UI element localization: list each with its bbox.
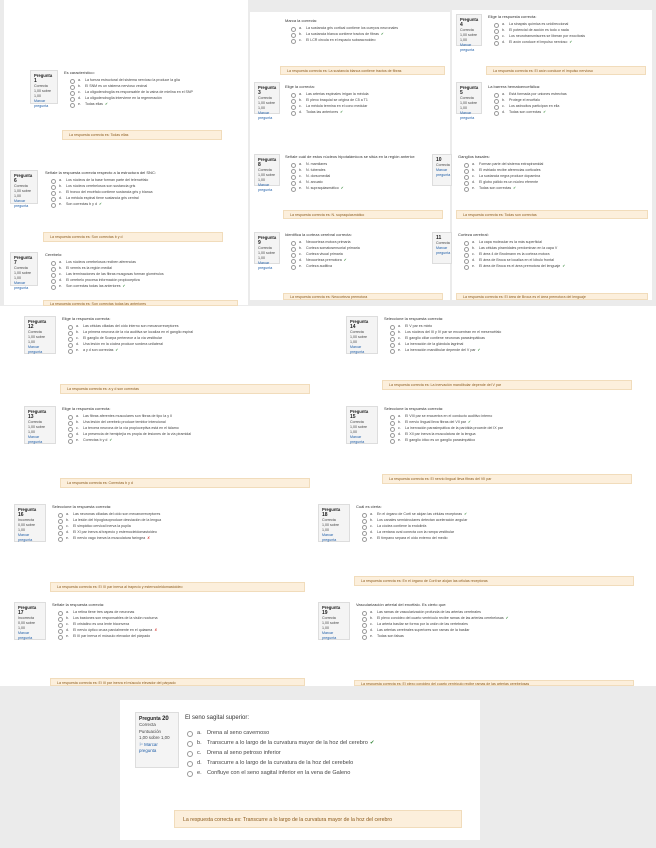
radio-icon <box>494 93 499 98</box>
radio-icon <box>187 771 193 777</box>
radio-icon <box>390 325 395 330</box>
answer-option[interactable]: a. La fuerza estructural del sistema nervioso la produce la glía <box>70 78 239 84</box>
radio-icon <box>70 85 75 90</box>
radio-icon <box>70 91 75 96</box>
radio-icon <box>390 337 395 342</box>
flag-question-link[interactable]: Marcar pregunta <box>460 43 475 52</box>
radio-icon <box>51 197 56 202</box>
flag-question-link[interactable]: Marcar pregunta <box>14 281 29 290</box>
question-info: Pregunta 4 Correcta 1,00 sobre 1,00 Marcar pregunta <box>456 14 482 46</box>
question-info: Pregunta 17 Incorrecta 0,00 sobre 1,00 Marcar pregunta <box>14 602 46 640</box>
feedback-box: La respuesta correcta es: La sustancia blanca contiene tractos de fibras <box>280 66 445 75</box>
feedback-box: La respuesta correcta es: El área de Broca es el área premotora del lenguaje <box>456 293 648 300</box>
radio-icon <box>362 531 367 536</box>
feedback-box: La respuesta correcta es: En el órgano de Corti se alojan las células receptoras <box>354 576 634 586</box>
radio-icon <box>51 191 56 196</box>
radio-icon <box>187 751 193 757</box>
answer-option[interactable]: b. La sustancia blanca contiene tractos de fibras ✔ <box>291 32 445 38</box>
radio-icon <box>187 761 193 767</box>
question-body-18: Cuál es cierta: a. En el órgano de Corti se alojan las células receptoras ✔ b. Los canales semicirculares detectan aceleración angular c. La cóclea contiene la endolinfa d. La ventana oval conecta con la rampa vestibular e. El tímpano separa el oído externo del medio <box>356 504 636 542</box>
radio-icon <box>390 421 395 426</box>
question-info: Pregunta 12 Correcta 1,00 sobre 1,00 Marcar pregunta <box>24 316 56 354</box>
answer-option[interactable]: c. El simpático cervical inerva la pupila <box>58 524 307 530</box>
radio-icon <box>291 27 296 32</box>
answer-option[interactable]: e. a y d son correctas ✔ <box>68 348 312 354</box>
question-info: Pregunta 18 Correcta 1,00 sobre 1,00 Marcar pregunta <box>318 504 350 542</box>
answer-option[interactable]: a. Las neuronas ciliadas del oído son mecanorreceptores <box>58 512 307 518</box>
answer-option[interactable]: b. Los núcleos cerebelosos son sustancia gris <box>51 184 240 190</box>
answer-option[interactable]: a. Drena al seno cavernoso <box>187 728 465 738</box>
radio-icon <box>291 181 296 186</box>
radio-icon <box>68 343 73 348</box>
feedback-box: La respuesta correcta es: Son correctas b y d <box>43 232 223 242</box>
question-body-3: Elige la correcta: a. Las arterias espinales irrigan la médula b. El plexo braquial se origina de C5 a T1 c. La médula termina en el cono medular d. Todas las anteriores ✔ <box>285 84 445 116</box>
question-body-14: Seleccione la respuesta correcta: a. El V par es mixto b. Los núcleos del III y IV par se encuentran en el mesencéfalo c. El ganglio ciliar contiene neuronas parasimpáticas d. La inervación de la glándula lagrimal e. La inervación mandibular depende del V par ✔ <box>384 316 634 354</box>
radio-icon <box>68 331 73 336</box>
answer-option[interactable]: c. El ganglio de Scarpa pertenece a la vía vestibular <box>68 336 312 342</box>
radio-icon <box>390 343 395 348</box>
score-label: Puntuación <box>139 728 161 734</box>
answer-option[interactable]: d. La oligodendroglía interviene en la regeneración <box>70 96 239 102</box>
feedback-box: La respuesta correcta es: Son correctas todas las anteriores <box>43 300 238 306</box>
answer-option[interactable]: e. La inervación mandibular depende del V par ✔ <box>390 348 634 354</box>
radio-icon <box>362 513 367 518</box>
question-body-8: Señale cuál de estos núcleos hipotalámicos se sitúa en la región anterior: a. N. mamilares b. N. tuberales c. N. dorsomedial d. N. arcuato e. N. supraquiasmático ✔ <box>285 154 445 192</box>
flag-question-link[interactable]: Marcar pregunta <box>322 631 337 640</box>
question-body-10: Ganglios basales: a. Forman parte del sistema extrapiramidal b. El estriado recibe aferencias corticales c. La sustancia negra produce dopamina d. El globo pálido es un núcleo eferente e. Todas son correctas ✔ <box>458 154 648 192</box>
question-body-6: Señale la respuesta correcta respecto a la estructura del SNC: a. Los núcleos de la base forman parte del telencéfalo b. Los núcleos cerebelosos son sustancia gris c. El tronco del encéfalo contiene sustancia gris y blanca d. La médula espinal tiene sustancia gris central e. Son correctas b y d ✔ <box>45 170 240 208</box>
radio-icon <box>464 259 469 264</box>
radio-icon <box>187 741 193 747</box>
radio-icon <box>291 187 296 192</box>
radio-icon <box>494 41 499 46</box>
radio-icon <box>68 433 73 438</box>
answer-option[interactable]: b. Los bastones son responsables de la visión nocturna <box>58 616 307 622</box>
answer-option[interactable]: d. Todas las anteriores ✔ <box>291 110 445 116</box>
check-icon: ✔ <box>122 284 126 288</box>
question-info: Pregunta 6 Correcta 1,00 sobre 1,00 Marcar pregunta <box>10 170 38 204</box>
feedback-box: La respuesta correcta es: El III par inerva el músculo elevador del párpado <box>50 678 305 686</box>
radio-icon <box>291 163 296 168</box>
answer-option[interactable]: b. El vermis es la región medial <box>51 266 240 272</box>
radio-icon <box>291 111 296 116</box>
radio-icon <box>68 427 73 432</box>
answer-option[interactable]: e. El ganglio ótico es un ganglio parasimpático <box>390 438 634 444</box>
flag-question-link[interactable]: Marcar pregunta <box>322 533 337 542</box>
radio-icon <box>362 611 367 616</box>
radio-icon <box>362 623 367 628</box>
answer-option[interactable]: a. Las células ciliadas del oído interno son mecanorreceptores <box>68 324 312 330</box>
radio-icon <box>51 279 56 284</box>
question-body-15: Seleccione la respuesta correcta: a. El VIII par se encuentra en el conducto auditivo interno b. El nervio lingual lleva fibras del VII par ✔ c. La inervación parasimpática de la parótida procede del IX par d. El XII par inerva la musculatura de la lengua e. El ganglio ótico es un ganglio parasimpático <box>384 406 634 444</box>
radio-icon <box>58 525 63 530</box>
answer-option[interactable]: e. N. supraquiasmático ✔ <box>291 186 445 192</box>
answer-option[interactable]: d. Las arterias cerebrales superiores son ramas de la basilar <box>362 628 636 634</box>
radio-icon <box>362 537 367 542</box>
check-icon: ✔ <box>380 32 384 36</box>
answer-option[interactable]: a. Neocorteza motora primaria <box>291 240 445 246</box>
radio-icon <box>68 415 73 420</box>
radio-icon <box>464 163 469 168</box>
radio-icon <box>291 39 296 44</box>
radio-icon <box>58 617 63 622</box>
check-icon: ✔ <box>477 348 481 352</box>
answer-option[interactable]: c. Las terminaciones de las fibras musgosas forman glomérulos <box>51 272 240 278</box>
radio-icon <box>51 285 56 290</box>
radio-icon <box>58 519 63 524</box>
radio-icon <box>291 169 296 174</box>
flag-question-link[interactable]: Marcar pregunta <box>350 435 365 444</box>
answer-option[interactable]: b. El estriado recibe aferencias corticales <box>464 168 648 174</box>
radio-icon <box>51 185 56 190</box>
answer-option[interactable]: a. Las arterias espinales irrigan la médula <box>291 92 445 98</box>
answer-option[interactable]: c. El LCR circula en el espacio subaracnoideo <box>291 38 445 44</box>
flag-question-link[interactable]: Marcar pregunta <box>436 168 451 177</box>
answer-option[interactable]: a. N. mamilares <box>291 162 445 168</box>
answer-option[interactable]: e. El nervio vago inerva la musculatura faríngea ✘ <box>58 536 307 542</box>
cross-icon: ✘ <box>147 536 151 540</box>
answer-option[interactable]: a. La retina tiene tres capas de neuronas <box>58 610 307 616</box>
question-info: 11 Correcta Marcar pregunta <box>432 232 452 264</box>
radio-icon <box>464 169 469 174</box>
radio-icon <box>362 635 367 640</box>
answer-option[interactable]: b. El nervio lingual lleva fibras del VII par ✔ <box>390 420 634 426</box>
answer-option[interactable]: a. La sustancia gris cortical contiene los cuerpos neuronales <box>291 26 445 32</box>
flag-question-link[interactable]: Marcar pregunta <box>436 246 451 255</box>
answer-option[interactable]: b. La lesión del hipoglosoproduce desviación de la lengua <box>58 518 307 524</box>
radio-icon <box>390 427 395 432</box>
answer-option[interactable]: a. Los núcleos cerebelosos reciben aferencias <box>51 260 240 266</box>
answer-option[interactable]: d. El axón conduce el impulso nervioso ✔ <box>494 40 648 46</box>
feedback-box: La respuesta correcta es: El XI par inerva al trapecio y esternocleidomastoideo <box>50 582 305 592</box>
flag-question-link[interactable]: Marcar pregunta <box>28 345 43 354</box>
radio-icon <box>58 611 63 616</box>
answer-option[interactable]: e. Corteza auditiva <box>291 264 445 270</box>
flag-question-link[interactable]: Marcar pregunta <box>18 533 33 542</box>
answer-option[interactable]: d. La presencia de hemiplejía es propia de lesiones de la vía piramidal <box>68 432 312 438</box>
answer-option[interactable]: c. Corteza visual primaria <box>291 252 445 258</box>
question-text: El seno sagital superior: <box>185 715 250 721</box>
radio-icon <box>58 537 63 542</box>
answer-option[interactable]: c. La médula termina en el cono medular <box>291 104 445 110</box>
check-icon: ✔ <box>343 258 347 262</box>
question-state: Correcta <box>139 722 156 728</box>
question-info: Pregunta 1 Correcta 1,00 sobre 1,00 Marcar pregunta <box>30 70 58 104</box>
question-body-20 <box>185 714 465 778</box>
answer-option[interactable]: e. El III par inerva el músculo elevador del párpado <box>58 634 307 640</box>
flag-question-link[interactable]: Marcar pregunta <box>460 111 475 120</box>
radio-icon <box>51 273 56 278</box>
check-icon: ✔ <box>505 616 509 620</box>
answer-option[interactable]: c. El ganglio ciliar contiene neuronas parasimpáticas <box>390 336 634 342</box>
radio-icon <box>362 629 367 634</box>
answer-option[interactable]: b. N. tuberales <box>291 168 445 174</box>
answer-option[interactable]: b. El plexo braquial se origina de C5 a T1 <box>291 98 445 104</box>
radio-icon <box>187 731 193 737</box>
answer-option[interactable]: c. La oligodendroglía es responsable de la vaina de mielina en el SNP <box>70 90 239 96</box>
radio-icon <box>494 99 499 104</box>
answer-option[interactable]: d. Todas son correctas ✔ <box>494 110 648 116</box>
radio-icon <box>494 23 499 28</box>
flag-question-link[interactable]: Marcar pregunta <box>258 183 273 192</box>
check-icon: ✔ <box>464 512 468 516</box>
answer-option[interactable]: e. El tímpano separa el oído externo del medio <box>362 536 636 542</box>
radio-icon <box>70 103 75 108</box>
radio-icon <box>291 241 296 246</box>
radio-icon <box>51 261 56 266</box>
radio-icon <box>464 187 469 192</box>
answer-option[interactable]: b. Una lesión del cerebelo produce temblor intencional <box>68 420 312 426</box>
feedback-box: La respuesta correcta es: El axón conduce el impulso nervioso <box>486 66 646 75</box>
answer-option[interactable]: c. Drena al seno petroso inferior <box>187 748 465 758</box>
answer-option[interactable]: c. La arteria basilar se forma por la unión de las vertebrales <box>362 622 636 628</box>
radio-icon <box>68 325 73 330</box>
answer-option[interactable]: e. Correctas b y d ✔ <box>68 438 312 444</box>
radio-icon <box>68 421 73 426</box>
answer-option[interactable]: e. Todas ellas ✔ <box>70 102 239 108</box>
question-body-2: Marca la correcta: a. La sustancia gris cortical contiene los cuerpos neuronales b. La sustancia blanca contiene tractos de fibras ✔ c. El LCR circula en el espacio subaracnoideo <box>285 18 445 44</box>
check-icon: ✔ <box>340 186 344 190</box>
question-info: Pregunta 7 Correcta 1,00 sobre 1,00 Marcar pregunta <box>10 252 38 286</box>
feedback-box: La respuesta correcta es: Correctas b y d <box>60 478 310 488</box>
radio-icon <box>390 433 395 438</box>
radio-icon <box>291 247 296 252</box>
check-icon: ✔ <box>513 186 517 190</box>
feedback-box: La respuesta correcta es: Transcurre a lo largo de la curvatura mayor de la hoz del cerebro <box>174 810 462 828</box>
answer-option[interactable]: e. Son correctas b y d ✔ <box>51 202 240 208</box>
flag-icon: ⚐ <box>139 741 143 747</box>
check-icon: ✔ <box>369 740 375 746</box>
cross-icon: ✘ <box>154 628 158 632</box>
question-info: Pregunta 20 Correcta Puntuación 1,00 sobre 1,00 ⚐ Marcar pregunta <box>135 712 179 768</box>
answer-option[interactable]: a. Los núcleos de la base forman parte del telencéfalo <box>51 178 240 184</box>
question-body-4: Elige la respuesta correcta: a. La sinapsis química es unidireccional b. El potencial de acción es todo o nada c. Los neurotransmisores se liberan por exocitosis d. El axón conduce el impulso nervioso ✔ <box>488 14 648 46</box>
question-info: Pregunta 15 Correcta 1,00 sobre 1,00 Marcar pregunta <box>346 406 378 444</box>
question-body-19: Vascularización arterial del encéfalo. Es cierto que: a. Las ramas de vascularización profunda de las arterias cerebrales b. El plexo coroideo del cuarto ventrículo recibe ramas de las arterias cerebelosas ✔ c. La arteria basilar se forma por la unión de las vertebrales d. Las arterias cerebrales superiores son ramas de la basilar e. Todas son falsas <box>356 602 636 640</box>
answer-option[interactable]: e. Confluye con el seno sagital inferior en la vena de Galeno <box>187 768 465 778</box>
answer-option[interactable]: c. La cóclea contiene la endolinfa <box>362 524 636 530</box>
answer-option[interactable]: b. Corteza somatosensorial primaria <box>291 246 445 252</box>
feedback-box: La respuesta correcta es: El plexo coroideo del cuarto ventrículo recibe ramas de las arterias cerebelosas <box>354 680 634 686</box>
flag-question-link[interactable]: Marcar pregunta <box>18 631 33 640</box>
answer-option[interactable]: c. N. dorsomedial <box>291 174 445 180</box>
flag-question-link[interactable]: Marcar pregunta <box>34 99 49 108</box>
feedback-box: La respuesta correcta es: Neocorteza premotora <box>283 293 443 300</box>
question-body-17: Señale la respuesta correcta: a. La retina tiene tres capas de neuronas b. Los bastones son responsables de la visión nocturna c. El cristalino es una lente biconvexa d. El nervio óptico cruza parcialmente en el quiasma ✘ e. El III par inerva el músculo elevador del párpado <box>52 602 307 640</box>
radio-icon <box>464 181 469 186</box>
answer-option[interactable]: d. La inervación de la glándula lagrimal <box>390 342 634 348</box>
question-body-1: Es característico: a. La fuerza estructural del sistema nervioso la produce la glía b. El SNM es un sistema nervioso vecinal c. La oligodendroglía es responsable de la vaina de mielina en el SNP d. La oligodendroglía interviene en la regeneración e. Todas ellas ✔ <box>64 70 239 108</box>
radio-icon <box>464 247 469 252</box>
check-icon: ✔ <box>98 202 102 206</box>
answer-option[interactable]: b. El SNM es un sistema nervioso vecinal <box>70 84 239 90</box>
check-icon: ✔ <box>104 102 108 106</box>
radio-icon <box>58 513 63 518</box>
radio-icon <box>291 265 296 270</box>
answer-option[interactable]: b. Las células piramidales predominan en la capa V <box>464 246 648 252</box>
radio-icon <box>70 79 75 84</box>
radio-icon <box>390 349 395 354</box>
check-icon: ✔ <box>109 438 113 442</box>
answer-option[interactable]: d. El XI par inerva al trapecio y esternocleidomastoideo <box>58 530 307 536</box>
answer-option[interactable]: b. Protege el encéfalo <box>494 98 648 104</box>
answer-option[interactable]: e. Todas son correctas ✔ <box>464 186 648 192</box>
radio-icon <box>70 97 75 102</box>
question-info: 10 Correcta Marcar pregunta <box>432 154 452 186</box>
feedback-box: La respuesta correcta es: Todas son correctas <box>456 210 648 219</box>
flag-question-link[interactable]: Marcar pregunta <box>28 435 43 444</box>
answer-option[interactable]: a. La capa molecular es la más superficial <box>464 240 648 246</box>
radio-icon <box>494 111 499 116</box>
flag-question-link[interactable]: Marcar pregunta <box>258 261 273 270</box>
check-icon: ✔ <box>467 420 471 424</box>
radio-icon <box>362 519 367 524</box>
radio-icon <box>362 525 367 530</box>
radio-icon <box>51 203 56 208</box>
answer-option[interactable]: d. El cerebelo procesa información propioceptiva <box>51 278 240 284</box>
question-info: Pregunta 5 Correcta 1,00 sobre 1,00 Marcar pregunta <box>456 82 482 114</box>
question-body-9: Identifica la corteza cerebral correcta: a. Neocorteza motora primaria b. Corteza somatosensorial primaria c. Corteza visual primaria d. Neocorteza premotora ✔ e. Corteza auditiva <box>285 232 445 270</box>
flag-question-link[interactable]: ⚐ Marcar pregunta <box>139 741 158 754</box>
answer-option[interactable]: e. Todas son falsas <box>362 634 636 640</box>
answer-option[interactable]: c. Los neurotransmisores se liberan por exocitosis <box>494 34 648 40</box>
radio-icon <box>494 29 499 34</box>
answer-option[interactable]: b. Los núcleos del III y IV par se encuentran en el mesencéfalo <box>390 330 634 336</box>
feedback-box: La respuesta correcta es: N. supraquiasmático <box>283 210 443 219</box>
answer-option[interactable]: a. En el órgano de Corti se alojan las células receptoras ✔ <box>362 512 636 518</box>
question-body-13: Elige la respuesta correcta: a. Las fibras aferentes musculares son fibras de tipo Ia y II b. Una lesión del cerebelo produce temblor intencional c. La tercera neurona de la vía propioceptiva está en el tálamo d. La presencia de hemiplejía es propia de lesiones de la vía piramidal e. Correctas b y d ✔ <box>62 406 312 444</box>
answer-option[interactable]: d. El globo pálido es un núcleo eferente <box>464 180 648 186</box>
answer-option[interactable]: d. La médula espinal tiene sustancia gris central <box>51 196 240 202</box>
feedback-box: La respuesta correcta es: Todas ellas <box>62 130 222 140</box>
radio-icon <box>362 617 367 622</box>
radio-icon <box>494 105 499 110</box>
radio-icon <box>291 33 296 38</box>
question-info: Pregunta 16 Incorrecta 0,00 sobre 1,00 Marcar pregunta <box>14 504 46 542</box>
answer-option[interactable]: c. El área 4 de Brodmann es la corteza motora <box>464 252 648 258</box>
radio-icon <box>291 175 296 180</box>
radio-icon <box>58 629 63 634</box>
question-body-16: Seleccione la respuesta correcta: a. Las neuronas ciliadas del oído son mecanorreceptores b. La lesión del hipoglosoproduce desviación de la lengua c. El simpático cervical inerva la pupila d. El XI par inerva al trapecio y esternocleidomastoideo e. El nervio vago inerva la musculatura faríngea ✘ <box>52 504 307 542</box>
question-info: Pregunta 14 Correcta 1,00 sobre 1,00 Marcar pregunta <box>346 316 378 354</box>
answer-option[interactable]: c. El tronco del encéfalo contiene sustancia gris y blanca <box>51 190 240 196</box>
answer-option[interactable]: a. Está formada por uniones estrechas <box>494 92 648 98</box>
answer-option[interactable]: c. La inervación parasimpática de la parótida procede del IX par <box>390 426 634 432</box>
radio-icon <box>390 439 395 444</box>
radio-icon <box>291 99 296 104</box>
feedback-box: La respuesta correcta es: El nervio lingual lleva fibras del VII par <box>382 474 632 484</box>
radio-icon <box>291 259 296 264</box>
radio-icon <box>464 265 469 270</box>
radio-icon <box>51 179 56 184</box>
answer-option[interactable]: a. El V par es mixto <box>390 324 634 330</box>
question-info: Pregunta 9 Correcta 1,00 sobre 1,00 Marcar pregunta <box>254 232 280 264</box>
radio-icon <box>68 439 73 444</box>
answer-option[interactable]: e. Son correctas todas las anteriores ✔ <box>51 284 240 290</box>
answer-option[interactable]: c. La sustancia negra produce dopamina <box>464 174 648 180</box>
answer-option[interactable]: d. La ventana oval conecta con la rampa vestibular <box>362 530 636 536</box>
question-info: Pregunta 8 Correcta 1,00 sobre 1,00 Marcar pregunta <box>254 154 280 186</box>
answer-option[interactable]: d. El área de Broca se localiza en el lóbulo frontal <box>464 258 648 264</box>
check-icon: ✔ <box>340 110 344 114</box>
answer-option[interactable]: c. El cristalino es una lente biconvexa <box>58 622 307 628</box>
answer-option[interactable]: e. El área de Broca es el área premotora del lenguaje ✔ <box>464 264 648 270</box>
radio-icon <box>390 331 395 336</box>
score-value: 1,00 sobre 1,00 <box>139 735 170 741</box>
answer-option[interactable]: a. El VIII par se encuentra en el conducto auditivo interno <box>390 414 634 420</box>
question-body-5: La barrera hematoencefálica: a. Está formada por uniones estrechas b. Protege el encéfalo c. Los astrocitos participan en ella d. Todas son correctas ✔ <box>488 84 648 116</box>
radio-icon <box>291 93 296 98</box>
answer-option[interactable]: b. El potencial de acción es todo o nada <box>494 28 648 34</box>
radio-icon <box>58 635 63 640</box>
radio-icon <box>291 253 296 258</box>
answer-option[interactable]: c. La tercera neurona de la vía propioceptiva está en el tálamo <box>68 426 312 432</box>
answer-option[interactable]: d. Una lesión en la cóclea produce sordera unilateral <box>68 342 312 348</box>
answer-option[interactable]: d. El XII par inerva la musculatura de la lengua <box>390 432 634 438</box>
radio-icon <box>464 241 469 246</box>
radio-icon <box>390 415 395 420</box>
answer-option[interactable]: b. La primera neurona de la vía auditiva se localiza en el ganglio espiral <box>68 330 312 336</box>
answer-option[interactable]: d. Neocorteza premotora ✔ <box>291 258 445 264</box>
radio-icon <box>464 175 469 180</box>
check-icon: ✔ <box>115 348 119 352</box>
flag-question-link[interactable]: Marcar pregunta <box>350 345 365 354</box>
question-body-11: Corteza cerebral: a. La capa molecular es la más superficial b. Las células piramidales predominan en la capa V c. El área 4 de Brodmann es la corteza motora d. El área de Broca se localiza en el lóbulo frontal e. El área de Broca es el área premotora del lenguaje ✔ <box>458 232 648 270</box>
answer-option[interactable]: a. Las fibras aferentes musculares son fibras de tipo Ia y II <box>68 414 312 420</box>
answer-option[interactable]: d. El nervio óptico cruza parcialmente en el quiasma ✘ <box>58 628 307 634</box>
question-info: Pregunta 13 Correcta 1,00 sobre 1,00 Marcar pregunta <box>24 406 56 444</box>
radio-icon <box>494 35 499 40</box>
radio-icon <box>68 349 73 354</box>
check-icon: ✔ <box>562 264 566 268</box>
question-info: Pregunta 3 Correcta 1,00 sobre 1,00 Marcar pregunta <box>254 82 280 114</box>
radio-icon <box>291 105 296 110</box>
answer-option[interactable]: a. La sinapsis química es unidireccional <box>494 22 648 28</box>
flag-question-link[interactable]: Marcar pregunta <box>14 199 29 208</box>
answer-option[interactable]: a. Las ramas de vascularización profunda de las arterias cerebrales <box>362 610 636 616</box>
radio-icon <box>51 267 56 272</box>
question-body-12: Elige la respuesta correcta: a. Las células ciliadas del oído interno son mecanorreceptores b. La primera neurona de la vía auditiva se localiza en el ganglio espiral c. El ganglio de Scarpa pertenece a la vía vestibular d. Una lesión en la cóclea produce sordera unilateral e. a y d son correctas ✔ <box>62 316 312 354</box>
radio-icon <box>68 337 73 342</box>
radio-icon <box>58 531 63 536</box>
feedback-box: La respuesta correcta es: La inervación mandibular depende del V par <box>382 380 632 390</box>
question-info: Pregunta 19 Correcta 1,00 sobre 1,00 Marcar pregunta <box>318 602 350 640</box>
check-icon: ✔ <box>569 40 573 44</box>
radio-icon <box>464 253 469 258</box>
answer-option[interactable]: b. El plexo coroideo del cuarto ventrículo recibe ramas de las arterias cerebelosas ✔ <box>362 616 636 622</box>
feedback-box: La respuesta correcta es: a y d son correctas <box>60 384 310 394</box>
answer-option[interactable]: a. Forman parte del sistema extrapiramidal <box>464 162 648 168</box>
answer-option[interactable]: d. N. arcuato <box>291 180 445 186</box>
answer-option[interactable]: b. Los canales semicirculares detectan aceleración angular <box>362 518 636 524</box>
radio-icon <box>58 623 63 628</box>
question-body-7: Cerebelo: a. Los núcleos cerebelosos reciben aferencias b. El vermis es la región medial c. Las terminaciones de las fibras musgosas forman glomérulos d. El cerebelo procesa información propioceptiva e. Son correctas todas las anteriores ✔ <box>45 252 240 290</box>
flag-question-link[interactable]: Marcar pregunta <box>258 111 273 120</box>
check-icon: ✔ <box>543 110 547 114</box>
answer-option[interactable]: b. Transcurre a lo largo de la curvatura mayor de la hoz del cerebro ✔ <box>187 738 465 748</box>
answer-option[interactable]: d. Transcurre a lo largo de la curvatura de la hoz del cerebelo <box>187 758 465 768</box>
answer-option[interactable]: c. Los astrocitos participan en ella <box>494 104 648 110</box>
